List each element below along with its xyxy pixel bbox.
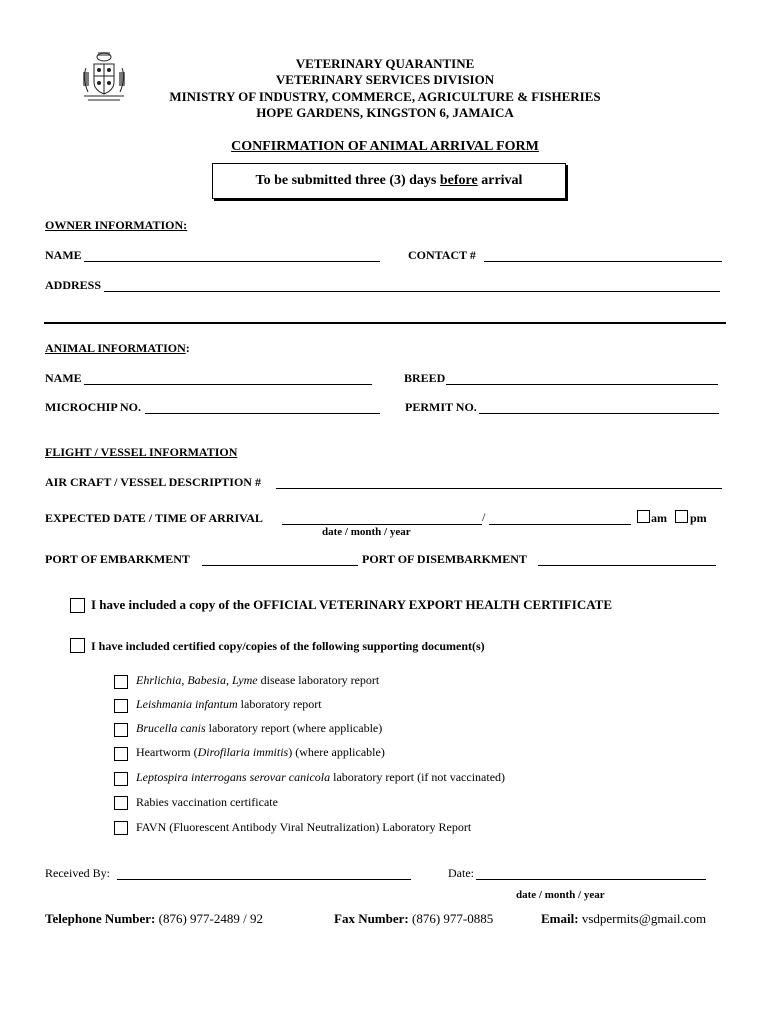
flight-info-heading: FLIGHT / VESSEL INFORMATION — [45, 445, 238, 459]
doc-brucella-rest: laboratory report (where applicable) — [205, 721, 383, 735]
notice-post: arrival — [477, 173, 523, 188]
arrival-date-field[interactable] — [282, 524, 482, 525]
doc-leptospira-checkbox[interactable] — [114, 772, 128, 786]
permit-field[interactable] — [479, 413, 719, 414]
owner-name-label: NAME — [45, 248, 82, 262]
animal-name-label: NAME — [45, 371, 82, 385]
doc-leishmania-label — [136, 697, 322, 712]
telephone-label: Telephone Number: — [45, 911, 156, 926]
doc-brucella-checkbox[interactable] — [114, 723, 128, 737]
email-label: Email: — [541, 911, 579, 926]
pm-label: pm — [690, 511, 707, 525]
section-divider — [44, 322, 726, 324]
permit-label: PERMIT NO. — [405, 400, 477, 414]
owner-address-field[interactable] — [104, 291, 720, 292]
received-date-field[interactable] — [476, 879, 706, 880]
fax-info — [334, 911, 493, 927]
pm-checkbox[interactable] — [675, 510, 688, 523]
doc-leptospira-italic: Leptospira interrogans serovar canicola — [136, 770, 331, 784]
notice-emphasis: before — [439, 173, 478, 188]
animal-name-field[interactable] — [84, 384, 372, 385]
doc-brucella-label — [136, 721, 382, 736]
arrival-label: EXPECTED DATE / TIME OF ARRIVAL — [45, 511, 263, 525]
fax-label: Fax Number: — [334, 911, 409, 926]
owner-name-field[interactable] — [84, 261, 380, 262]
received-by-label: Received By: — [45, 866, 110, 880]
arrival-time-field[interactable] — [489, 524, 631, 525]
doc-brucella-italic: Brucella canis — [136, 721, 206, 735]
export-certificate-checkbox[interactable] — [70, 598, 85, 613]
arrival-date-hint: date / month / year — [322, 526, 411, 538]
animal-info-heading-wrap — [45, 341, 190, 356]
embarkment-label: PORT OF EMBARKMENT — [45, 552, 190, 566]
microchip-label: MICROCHIP NO. — [45, 400, 141, 414]
doc-rabies-label: Rabies vaccination certificate — [136, 795, 278, 809]
am-checkbox[interactable] — [637, 510, 650, 523]
doc-ehrlichia-label — [136, 673, 379, 688]
doc-favn-label: FAVN (Fluorescent Antibody Viral Neutralization) Laboratory Report — [136, 820, 472, 834]
doc-heartworm-label — [136, 745, 385, 760]
doc-heartworm-pre: Heartworm ( — [136, 745, 198, 759]
disembarkment-field[interactable] — [538, 565, 716, 566]
doc-leptospira-rest: laboratory report (if not vaccinated) — [330, 770, 506, 784]
form-title: CONFIRMATION OF ANIMAL ARRIVAL FORM — [231, 139, 539, 154]
microchip-field[interactable] — [145, 413, 380, 414]
doc-leishmania-rest: laboratory report — [237, 697, 322, 711]
doc-favn-checkbox[interactable] — [114, 821, 128, 835]
received-by-field[interactable] — [117, 879, 411, 880]
email-value: vsdpermits@gmail.com — [578, 911, 707, 926]
animal-info-heading: ANIMAL INFORMATION — [45, 341, 186, 355]
doc-leishmania-checkbox[interactable] — [114, 699, 128, 713]
animal-breed-label: BREED — [404, 371, 446, 385]
doc-heartworm-italic: Dirofilaria immitis — [197, 745, 289, 759]
doc-ehrlichia-checkbox[interactable] — [114, 675, 128, 689]
doc-leptospira-label — [136, 770, 505, 785]
header-line-1: VETERINARY QUARANTINE — [295, 56, 475, 71]
owner-info-heading: OWNER INFORMATION: — [45, 218, 188, 232]
fax-value: (876) 977-0885 — [408, 911, 494, 926]
owner-address-label: ADDRESS — [45, 278, 102, 292]
supporting-docs-label: I have included certified copy/copies of the following supporting document(s) — [91, 639, 485, 653]
doc-heartworm-rest: ) (where applicable) — [288, 745, 385, 759]
animal-info-colon: : — [185, 341, 190, 355]
am-label: am — [651, 511, 667, 525]
doc-leishmania-italic: Leishmania infantum — [136, 697, 238, 711]
header-line-4: HOPE GARDENS, KINGSTON 6, JAMAICA — [256, 105, 514, 120]
doc-ehrlichia-rest: disease laboratory report — [257, 673, 380, 687]
supporting-docs-checkbox[interactable] — [70, 638, 85, 653]
doc-ehrlichia-italic: Ehrlichia, Babesia, Lyme — [136, 673, 258, 687]
disembarkment-label: PORT OF DISEMBARKMENT — [362, 552, 527, 566]
received-date-label: Date: — [448, 866, 474, 880]
header-line-2: VETERINARY SERVICES DIVISION — [275, 72, 495, 87]
received-date-hint: date / month / year — [516, 889, 605, 901]
export-certificate-label: I have included a copy of the OFFICIAL VETERINARY EXPORT HEALTH CERTIFICATE — [91, 597, 613, 612]
vessel-description-field[interactable] — [276, 488, 722, 489]
owner-contact-field[interactable] — [484, 261, 722, 262]
animal-breed-field[interactable] — [446, 384, 718, 385]
doc-heartworm-checkbox[interactable] — [114, 747, 128, 761]
header-line-3: MINISTRY OF INDUSTRY, COMMERCE, AGRICULTURE & FISHERIES — [169, 89, 601, 104]
email-info — [541, 911, 706, 927]
arrival-slash: / — [482, 510, 486, 524]
notice-pre: To be submitted three (3) days — [255, 173, 440, 188]
telephone-info — [45, 911, 263, 927]
doc-rabies-checkbox[interactable] — [114, 796, 128, 810]
vessel-description-label: AIR CRAFT / VESSEL DESCRIPTION # — [45, 475, 261, 489]
telephone-value: (876) 977-2489 / 92 — [155, 911, 263, 926]
embarkment-field[interactable] — [202, 565, 358, 566]
owner-contact-label: CONTACT # — [408, 248, 476, 262]
notice-box — [212, 163, 566, 199]
